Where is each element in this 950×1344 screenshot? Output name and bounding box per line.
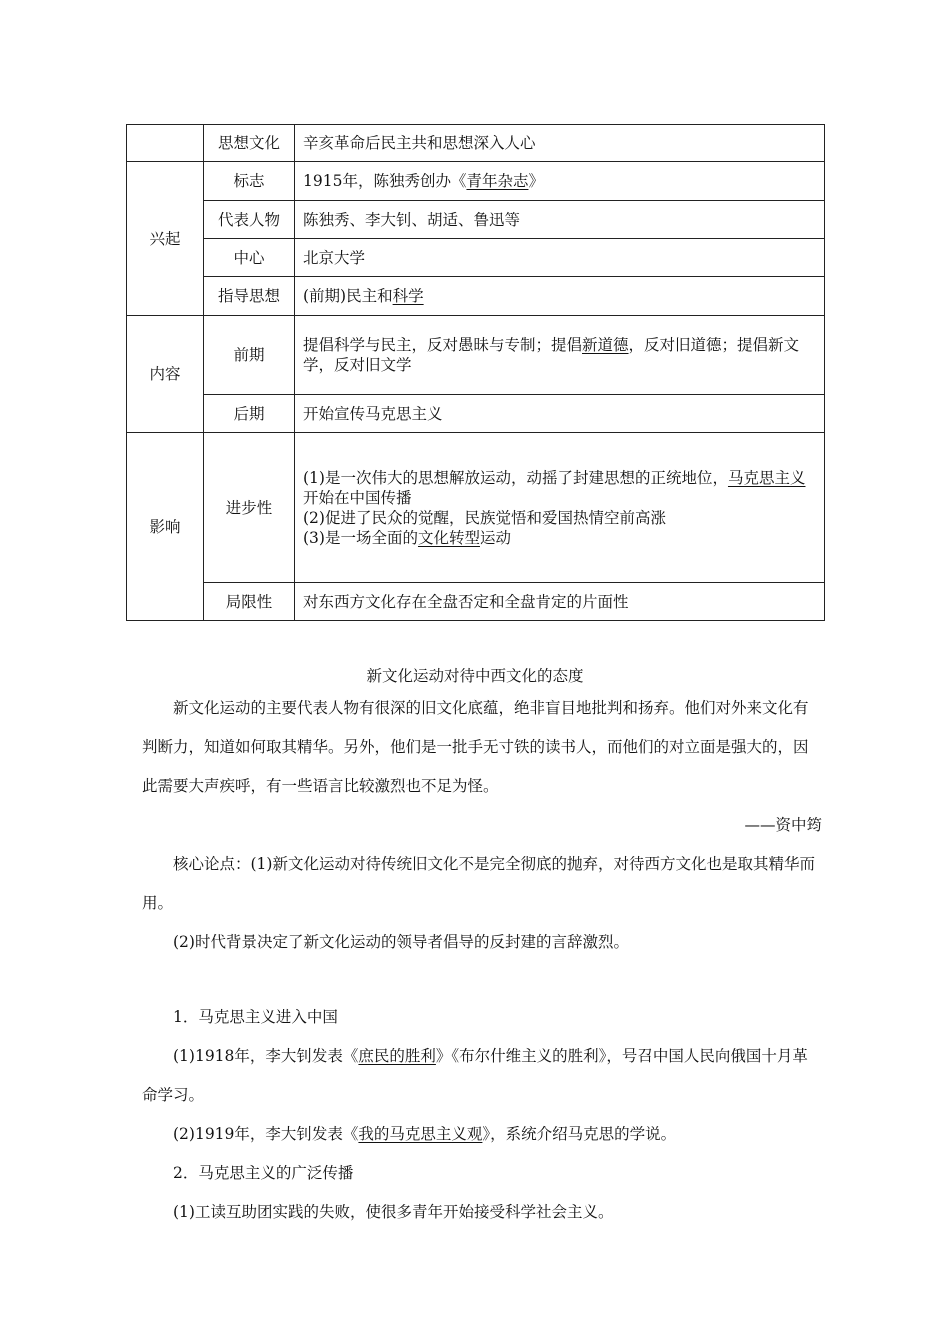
- heading-marxism-enters: 1．马克思主义进入中国: [173, 1008, 338, 1026]
- row-label: 代表人物: [204, 201, 295, 239]
- row-value: 1915年，陈独秀创办《青年杂志》: [295, 162, 825, 201]
- heading-marxism-spread: 2．马克思主义的广泛传播: [173, 1164, 354, 1182]
- row-label: 指导思想: [204, 277, 295, 316]
- essay-section: [142, 689, 822, 962]
- marxism-item-3: (1)工读互助团实践的失败，使很多青年开始接受科学社会主义。: [173, 1203, 614, 1221]
- row-value: (前期)民主和科学: [295, 277, 825, 316]
- progress-point-2: (2)促进了民众的觉醒，民族觉悟和爱国热情空前高涨: [303, 508, 666, 527]
- marxism-section: [142, 998, 822, 1232]
- underlined-term: 文化转型: [417, 528, 480, 547]
- row-value: 陈独秀、李大钊、胡适、鲁迅等: [295, 201, 825, 239]
- row-value: [295, 433, 825, 583]
- table-row: [127, 239, 825, 277]
- core-point-1: 核心论点：(1)新文化运动对待传统旧文化不是完全彻底的抛弃，对待西方文化也是取其精华而用。: [142, 855, 815, 912]
- table-row: [127, 433, 825, 583]
- table-row: [127, 125, 825, 162]
- underlined-term: 我的马克思主义观: [358, 1125, 483, 1143]
- row-value: 对东西方文化存在全盘否定和全盘肯定的片面性: [295, 583, 825, 621]
- progress-point-3: (3)是一场全面的文化转型运动: [303, 528, 511, 547]
- row-value: 开始宣传马克思主义: [295, 395, 825, 433]
- table-row: [127, 162, 825, 201]
- core-point-2: (2)时代背景决定了新文化运动的领导者倡导的反封建的言辞激烈。: [173, 933, 629, 951]
- row-value: 提倡科学与民主，反对愚昧与专制；提倡新道德，反对旧道德；提倡新文学，反对旧文学: [295, 316, 825, 395]
- essay-body: 新文化运动的主要代表人物有很深的旧文化底蕴，绝非盲目地批判和扬弃。他们对外来文化有判断力，知道如何取其精华。另外，他们是一批手无寸铁的读书人，而他们的对立面是强大的，因此需要大声疾呼，有一些语言比较激烈也不足为怪。: [142, 699, 809, 795]
- group-label-content: 内容: [127, 316, 204, 433]
- underlined-term: 新道德: [582, 336, 629, 354]
- essay-title: 新文化运动对待中西文化的态度: [366, 667, 584, 685]
- row-label: 局限性: [204, 583, 295, 621]
- marxism-item-2: (2)1919年，李大钊发表《我的马克思主义观》，系统介绍马克思的学说。: [173, 1125, 677, 1143]
- table-row: [127, 277, 825, 316]
- table-row: [127, 583, 825, 621]
- row-value: 北京大学: [295, 239, 825, 277]
- underlined-term: 青年杂志: [466, 172, 529, 190]
- row-label: 进步性: [204, 433, 295, 583]
- group-label-influence: 影响: [127, 433, 204, 621]
- row-label: 前期: [204, 316, 295, 395]
- row-label: 后期: [204, 395, 295, 433]
- table-row: [127, 201, 825, 239]
- row-label: 标志: [204, 162, 295, 201]
- table-row: [127, 395, 825, 433]
- new-culture-table: [126, 124, 825, 621]
- underlined-term: 科学: [392, 287, 424, 305]
- underlined-term: 庶民的胜利: [358, 1047, 436, 1065]
- progress-point-1: (1)是一次伟大的思想解放运动，动摇了封建思想的正统地位，马克思主义开始在中国传播: [303, 468, 806, 507]
- table-row: [127, 316, 825, 395]
- essay-signature: ——资中筠: [744, 816, 822, 834]
- row-value: 辛亥革命后民主共和思想深入人心: [295, 125, 825, 162]
- underlined-term: 马克思主义: [727, 468, 806, 487]
- row-label: 中心: [204, 239, 295, 277]
- empty-cell: [127, 125, 204, 162]
- row-label: 思想文化: [204, 125, 295, 162]
- group-label-rise: 兴起: [127, 162, 204, 316]
- marxism-item-1: (1)1918年，李大钊发表《庶民的胜利》《布尔什维主义的胜利》，号召中国人民向俄国十月革命学习。: [142, 1047, 808, 1104]
